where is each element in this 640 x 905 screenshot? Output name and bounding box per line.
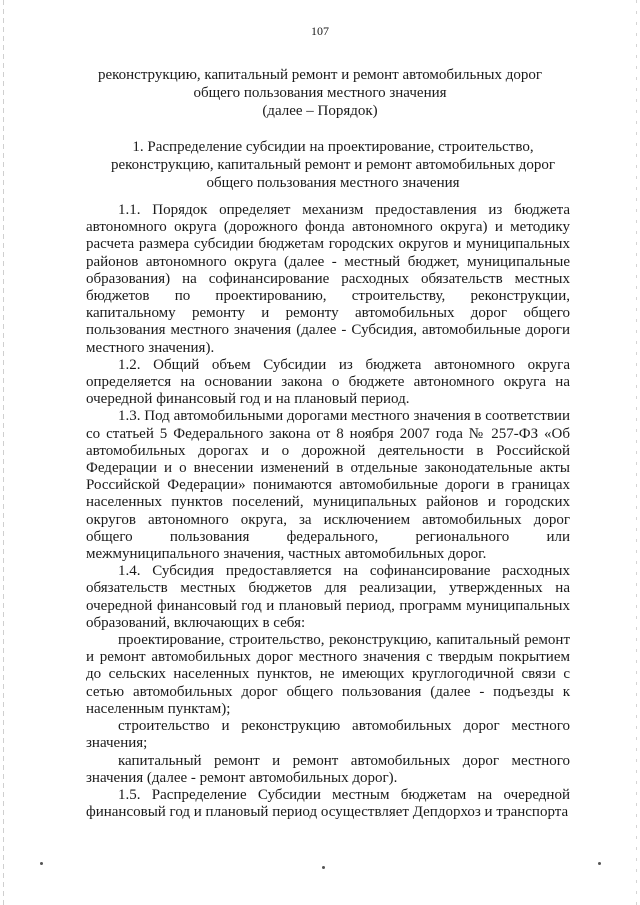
document-body — [86, 202, 570, 821]
paragraph-1-4: 1.4. Субсидия предоставляется на софинансирование расходных обязательств местных бюджетов для реализации, утвержденных на очередной финансовый год и плановый период, программ муниципальных образований, включающих в себя: — [86, 563, 570, 631]
scan-right-edge — [636, 0, 637, 905]
list-item-access-roads: проектирование, строительство, реконструкцию, капитальный ремонт и ремонт автомобильных дорог местного значения с твердым покрытием до сельских населенных пунктов, не имеющих круглогодичной связи с сетью автомобильных дорог общего пользования (далее - подъезды к населенным пунктам); — [86, 632, 570, 717]
paragraph-1-3: 1.3. Под автомобильными дорогами местного значения в соответствии со статьей 5 Федерального закона от 8 ноября 2007 года № 257-ФЗ «Об автомобильных дорогах и о дорожной деятельности в Российской Федерации и о внесении изменений в отдельные законодательные акты Российской Федерации» понимаются автомобильные дороги в границах населенных пунктов поселений, муниципальных районов и городских округов автономного округа, за исключением автомобильных дорог общего пользования федерального, регионального или межмуниципального значения, частных автомобильных дорог. — [86, 408, 570, 563]
paragraph-1-5: 1.5. Распределение Субсидии местным бюджетам на очередной финансовый год и плановый период осуществляет Депдорхоз и транспорта — [86, 786, 570, 821]
scan-speck — [598, 862, 601, 865]
document-title — [84, 66, 556, 120]
title-line: реконструкцию, капитальный ремонт и ремонт автомобильных дорог — [97, 67, 543, 83]
heading-line: реконструкцию, капитальный ремонт и ремонт автомобильных дорог — [110, 157, 556, 173]
list-item-repair: капитальный ремонт и ремонт автомобильных дорог местного значения (далее - ремонт автомобильных дорог). — [86, 752, 570, 786]
section-heading — [96, 138, 570, 192]
title-line: (далее – Порядок) — [262, 103, 378, 119]
scan-speck — [322, 866, 325, 869]
paragraph-1-1: 1.1. Порядок определяет механизм предоставления из бюджета автономного округа (дорожного фонда автономного округа) и методику расчета размера субсидии бюджетам городских округов и муниципальных районов автономного округа (далее - местный бюджет, муниципальные образования) на софинансирование расходных обязательств местных бюджетов по проектированию, строительству, реконструкции, капитальному ремонту и ремонту автомобильных дорог общего пользования местного значения (далее - Субсидия, автомобильные дороги местного значения). — [86, 202, 570, 356]
title-line: общего пользования местного значения — [193, 85, 447, 101]
heading-line: 1. Распределение субсидии на проектирование, строительство, — [132, 139, 534, 155]
paragraph-1-2: 1.2. Общий объем Субсидии из бюджета автономного округа определяется на основании закона о бюджете автономного округа на очередной финансовый год и на плановый период. — [86, 356, 570, 408]
heading-line: общего пользования местного значения — [206, 175, 460, 191]
scan-speck — [40, 862, 43, 865]
page-number: 107 — [311, 24, 329, 38]
scan-left-edge — [3, 0, 4, 905]
list-item-construction: строительство и реконструкцию автомобильных дорог местного значения; — [86, 718, 570, 752]
